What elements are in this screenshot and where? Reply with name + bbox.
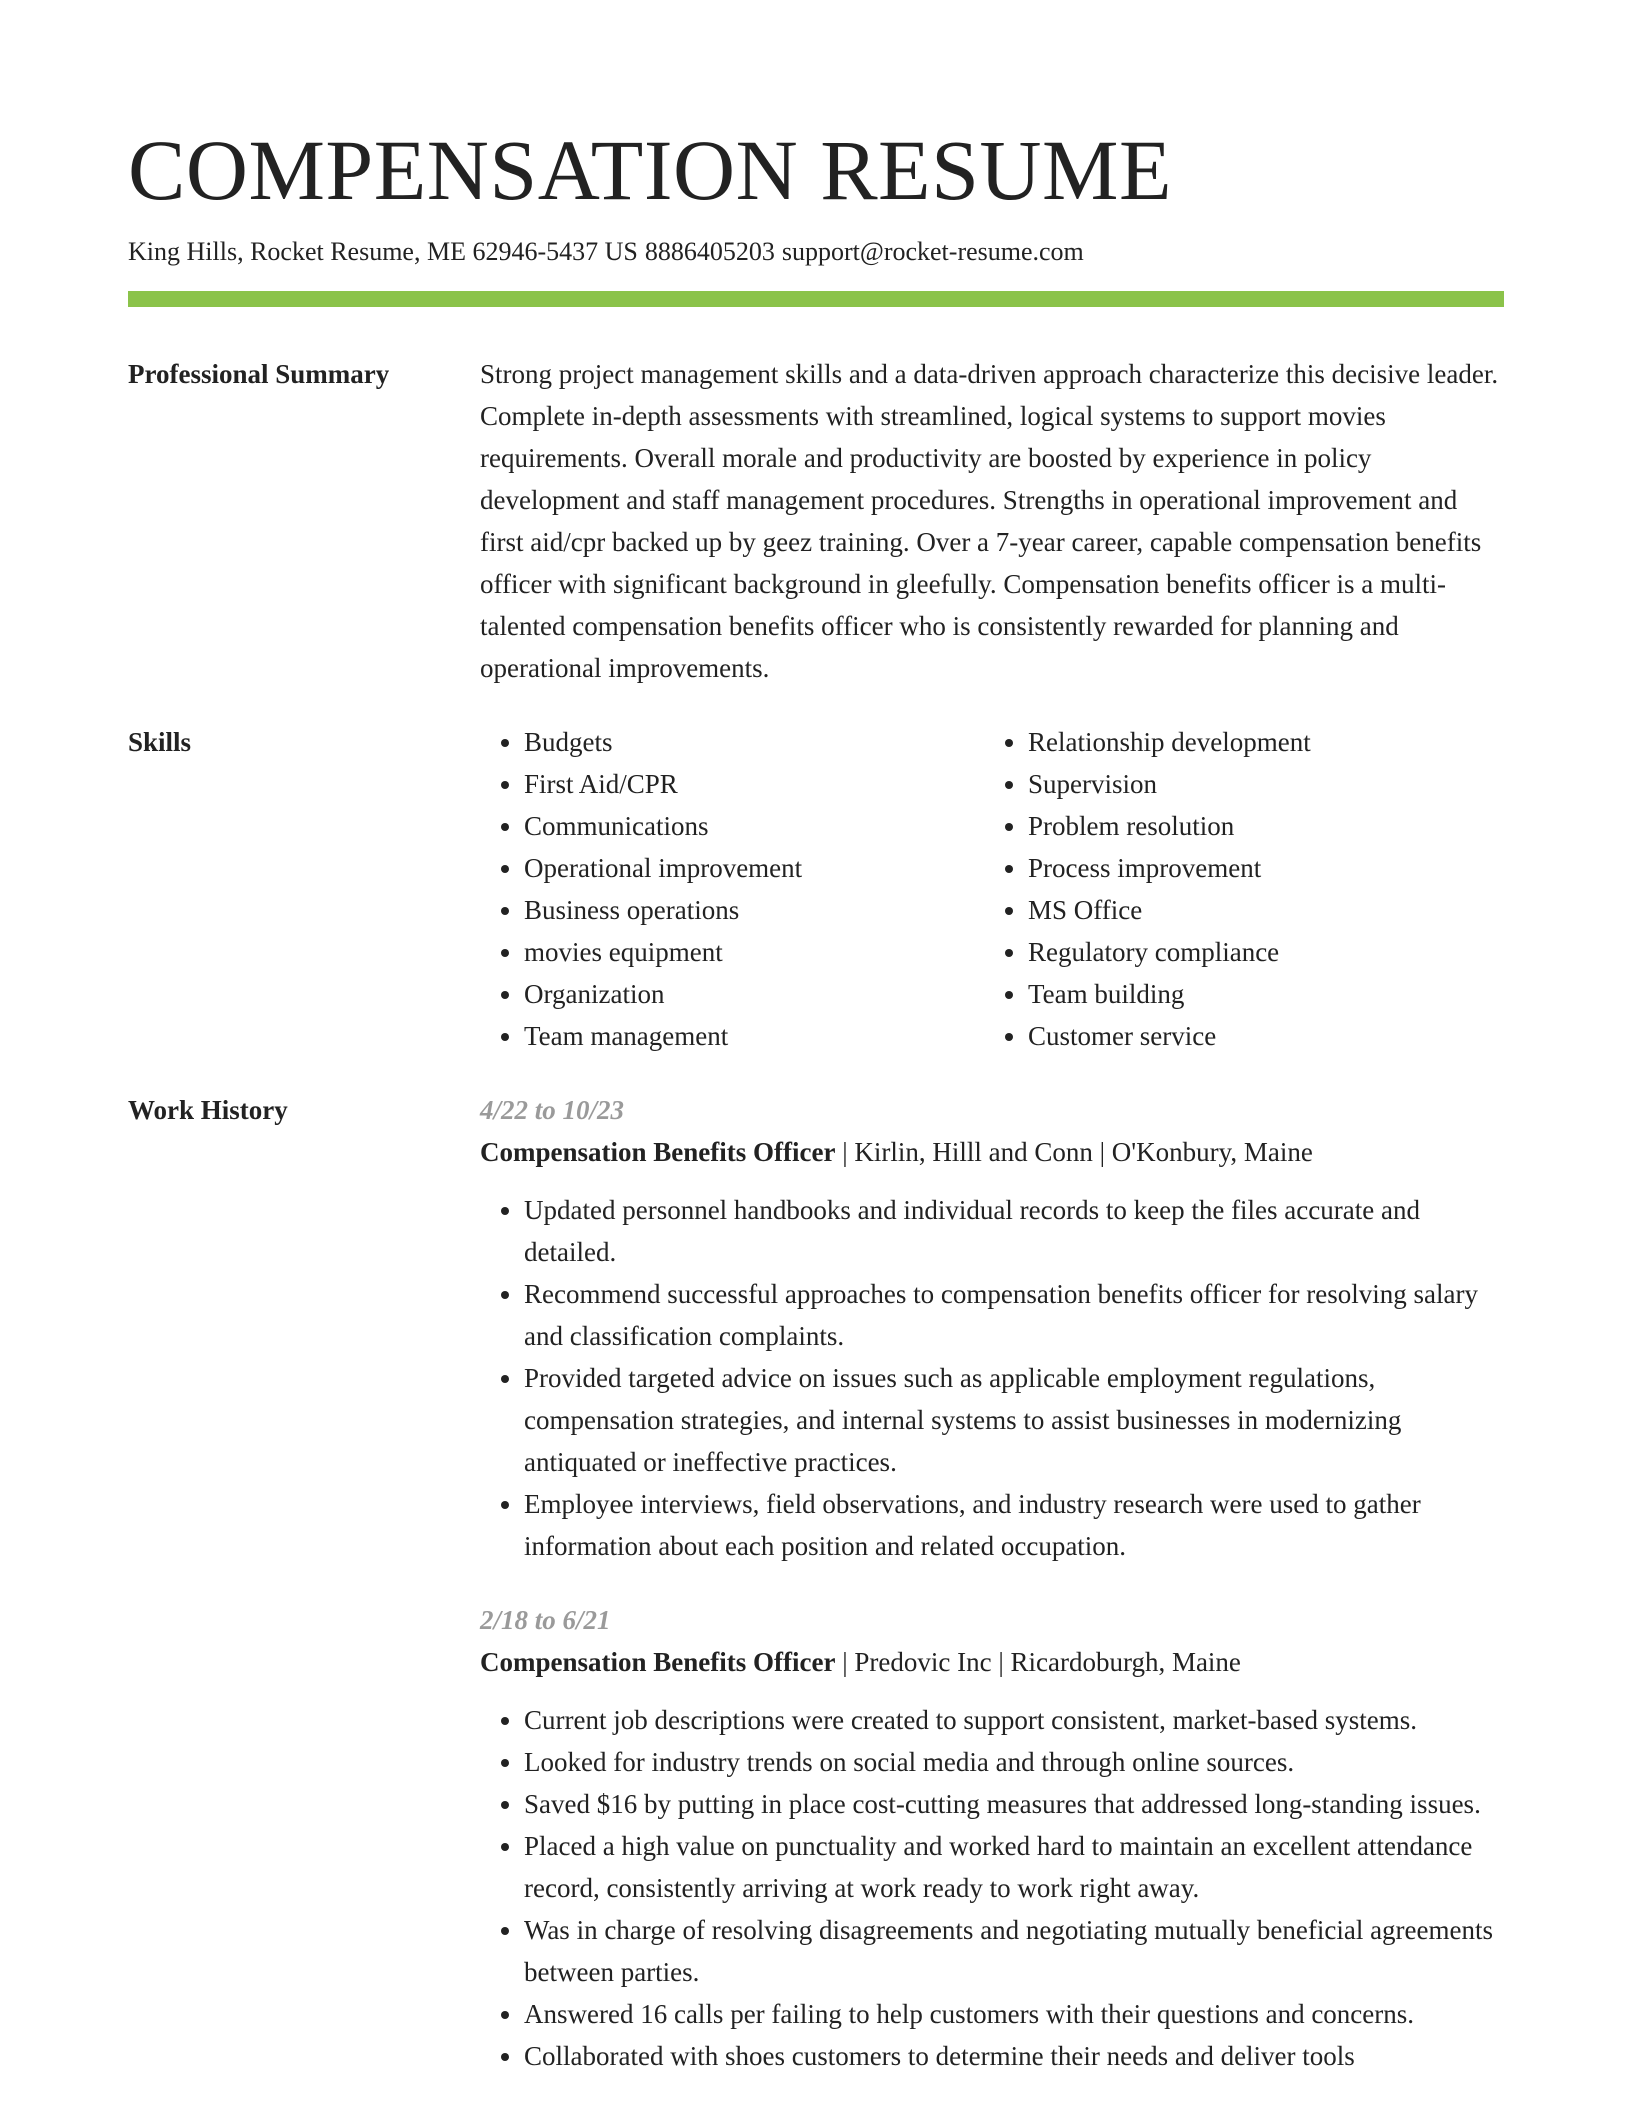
job-company: Kirlin, Hilll and Conn [854, 1137, 1093, 1167]
skill-item: • Team building [1028, 973, 1488, 1015]
skills-list-left [480, 721, 984, 1057]
skill-item: • Customer service [1028, 1015, 1488, 1057]
job-bullet: • Was in charge of resolving disagreements and negotiating mutually beneficial agreements between parties. [524, 1909, 1504, 1993]
job-entry [480, 1089, 1504, 1567]
job-bullet: • Current job descriptions were created to support consistent, market-based systems. [524, 1699, 1504, 1741]
skill-item: • Relationship development [1028, 721, 1488, 763]
skill-item: • movies equipment [524, 931, 984, 973]
job-bullet: • Recommend successful approaches to compensation benefits officer for resolving salary and classification complaints. [524, 1273, 1504, 1357]
skill-item: • Business operations [524, 889, 984, 931]
skill-item: • Problem resolution [1028, 805, 1488, 847]
job-bullet: • Placed a high value on punctuality and worked hard to maintain an excellent attendance record, consistently arriving at work ready to work right away. [524, 1825, 1504, 1909]
skill-item: • Process improvement [1028, 847, 1488, 889]
skill-item: • Regulatory compliance [1028, 931, 1488, 973]
job-dates: 4/22 to 10/23 [480, 1095, 625, 1125]
section-label-summary: Professional Summary [128, 359, 390, 389]
contact-line [128, 234, 1504, 270]
section-label-work-history: Work History [128, 1095, 288, 1125]
summary-section [128, 353, 1504, 689]
job-dates: 2/18 to 6/21 [480, 1605, 611, 1635]
job-bullet: • Collaborated with shoes customers to determine their needs and deliver tools [524, 2035, 1504, 2077]
contact-address: King Hills, Rocket Resume, ME 62946-5437 US [128, 237, 638, 266]
job-bullet: • Looked for industry trends on social media and through online sources. [524, 1741, 1504, 1783]
job-title: Compensation Benefits Officer [480, 1137, 836, 1167]
skill-item: • MS Office [1028, 889, 1488, 931]
job-location: O'Konbury, Maine [1111, 1137, 1313, 1167]
job-bullet: • Answered 16 calls per failing to help customers with their questions and concerns. [524, 1993, 1504, 2035]
skill-item: • Team management [524, 1015, 984, 1057]
job-entry [480, 1599, 1504, 2077]
skill-item: • Communications [524, 805, 984, 847]
job-bullet: • Provided targeted advice on issues such as applicable employment regulations, compensation strategies, and internal systems to assist businesses in modernizing antiquated or ineffective practices. [524, 1357, 1504, 1483]
job-bullet: • Saved $16 by putting in place cost-cutting measures that addressed long-standing issues. [524, 1783, 1504, 1825]
skill-item: • Supervision [1028, 763, 1488, 805]
resume-title: COMPENSATION RESUME [128, 122, 1173, 218]
contact-email: support@rocket-resume.com [781, 237, 1084, 266]
job-bullet: • Updated personnel handbooks and individual records to keep the files accurate and detailed. [524, 1189, 1504, 1273]
job-company: Predovic Inc [854, 1647, 992, 1677]
skill-item: • Budgets [524, 721, 984, 763]
skills-section [128, 721, 1504, 1057]
contact-phone: 8886405203 [644, 237, 775, 266]
work-history-section [128, 1089, 1504, 2077]
job-title: Compensation Benefits Officer [480, 1647, 836, 1677]
header-divider [128, 291, 1504, 307]
job-header: Compensation Benefits Officer | Predovic Inc | Ricardoburgh, Maine [480, 1647, 1241, 1677]
section-label-skills: Skills [128, 727, 192, 757]
skill-item: • Organization [524, 973, 984, 1015]
resume-page [128, 118, 1504, 2077]
job-header: Compensation Benefits Officer | Kirlin, Hilll and Conn | O'Konbury, Maine [480, 1137, 1313, 1167]
job-bullets [480, 1699, 1504, 2077]
job-location: Ricardoburgh, Maine [1010, 1647, 1241, 1677]
skill-item: • Operational improvement [524, 847, 984, 889]
skill-item: • First Aid/CPR [524, 763, 984, 805]
summary-text: Strong project management skills and a data-driven approach characterize this decisive leader. Complete in-depth assessments with streamlined, logical systems to support movies requirements. Overall morale and productivity are boosted by experience in policy development and staff management procedures. Strengths in operational improvement and first aid/cpr backed up by geez training. Over a 7-year career, capable compensation benefits officer with significant background in gleefully. Compensation benefits officer is a multi-talented compensation benefits officer who is consistently rewarded for planning and operational improvements. [480, 359, 1499, 683]
job-bullets [480, 1189, 1504, 1567]
skills-list-right [984, 721, 1488, 1057]
job-bullet: • Employee interviews, field observations, and industry research were used to gather information about each position and related occupation. [524, 1483, 1504, 1567]
